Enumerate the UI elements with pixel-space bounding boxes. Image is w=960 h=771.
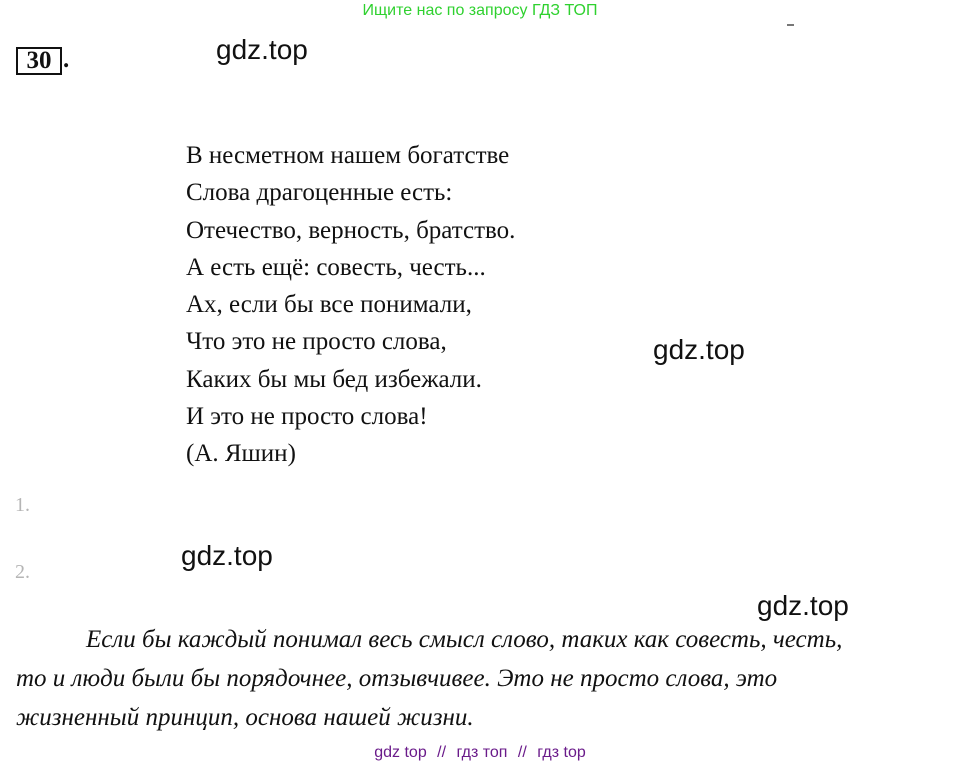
answer-line: жизненный принцип, основа нашей жизни.: [16, 704, 474, 731]
task-number-dot: .: [63, 46, 70, 73]
scan-artifact: [787, 24, 794, 26]
poem-line: И это не просто слова!: [186, 403, 428, 431]
poem-line: Отечество, верность, братство.: [186, 216, 516, 244]
answer-paragraph: [16, 620, 944, 737]
bottom-link[interactable]: гдз топ: [456, 744, 508, 761]
bottom-links: [0, 744, 960, 762]
watermark: gdz.top: [653, 334, 745, 365]
poem-line: В несметном нашем богатстве: [186, 142, 510, 169]
poem-line: Что это не просто слова,: [186, 328, 447, 356]
poem-line: Слова драгоценные есть:: [186, 179, 453, 207]
list-number: 1.: [15, 494, 30, 516]
poem-line: А есть ещё: совесть, честь...: [186, 253, 486, 281]
poem-author: (А. Яшин): [186, 440, 296, 468]
search-banner: Ищите нас по запросу ГДЗ ТОП: [362, 2, 598, 19]
bottom-link[interactable]: гдз top: [537, 744, 586, 761]
list-number: 2.: [15, 561, 30, 583]
link-separator: //: [437, 744, 447, 761]
link-separator: //: [517, 744, 527, 761]
answer-line: то и люди были бы порядочнее, отзывчивее. Это не просто слова, это: [16, 665, 778, 692]
watermark: gdz.top: [181, 540, 273, 571]
poem-line: Каких бы мы бед избежали.: [186, 365, 482, 393]
task-number-box: 30: [16, 47, 62, 75]
bottom-link[interactable]: gdz top: [374, 744, 427, 761]
poem: [186, 137, 515, 473]
watermark: gdz.top: [216, 34, 308, 65]
poem-line: Ах, если бы все понимали,: [186, 291, 472, 319]
watermark: gdz.top: [757, 590, 849, 621]
answer-line: Если бы каждый понимал весь смысл слово, таких как совесть, честь,: [86, 626, 843, 653]
